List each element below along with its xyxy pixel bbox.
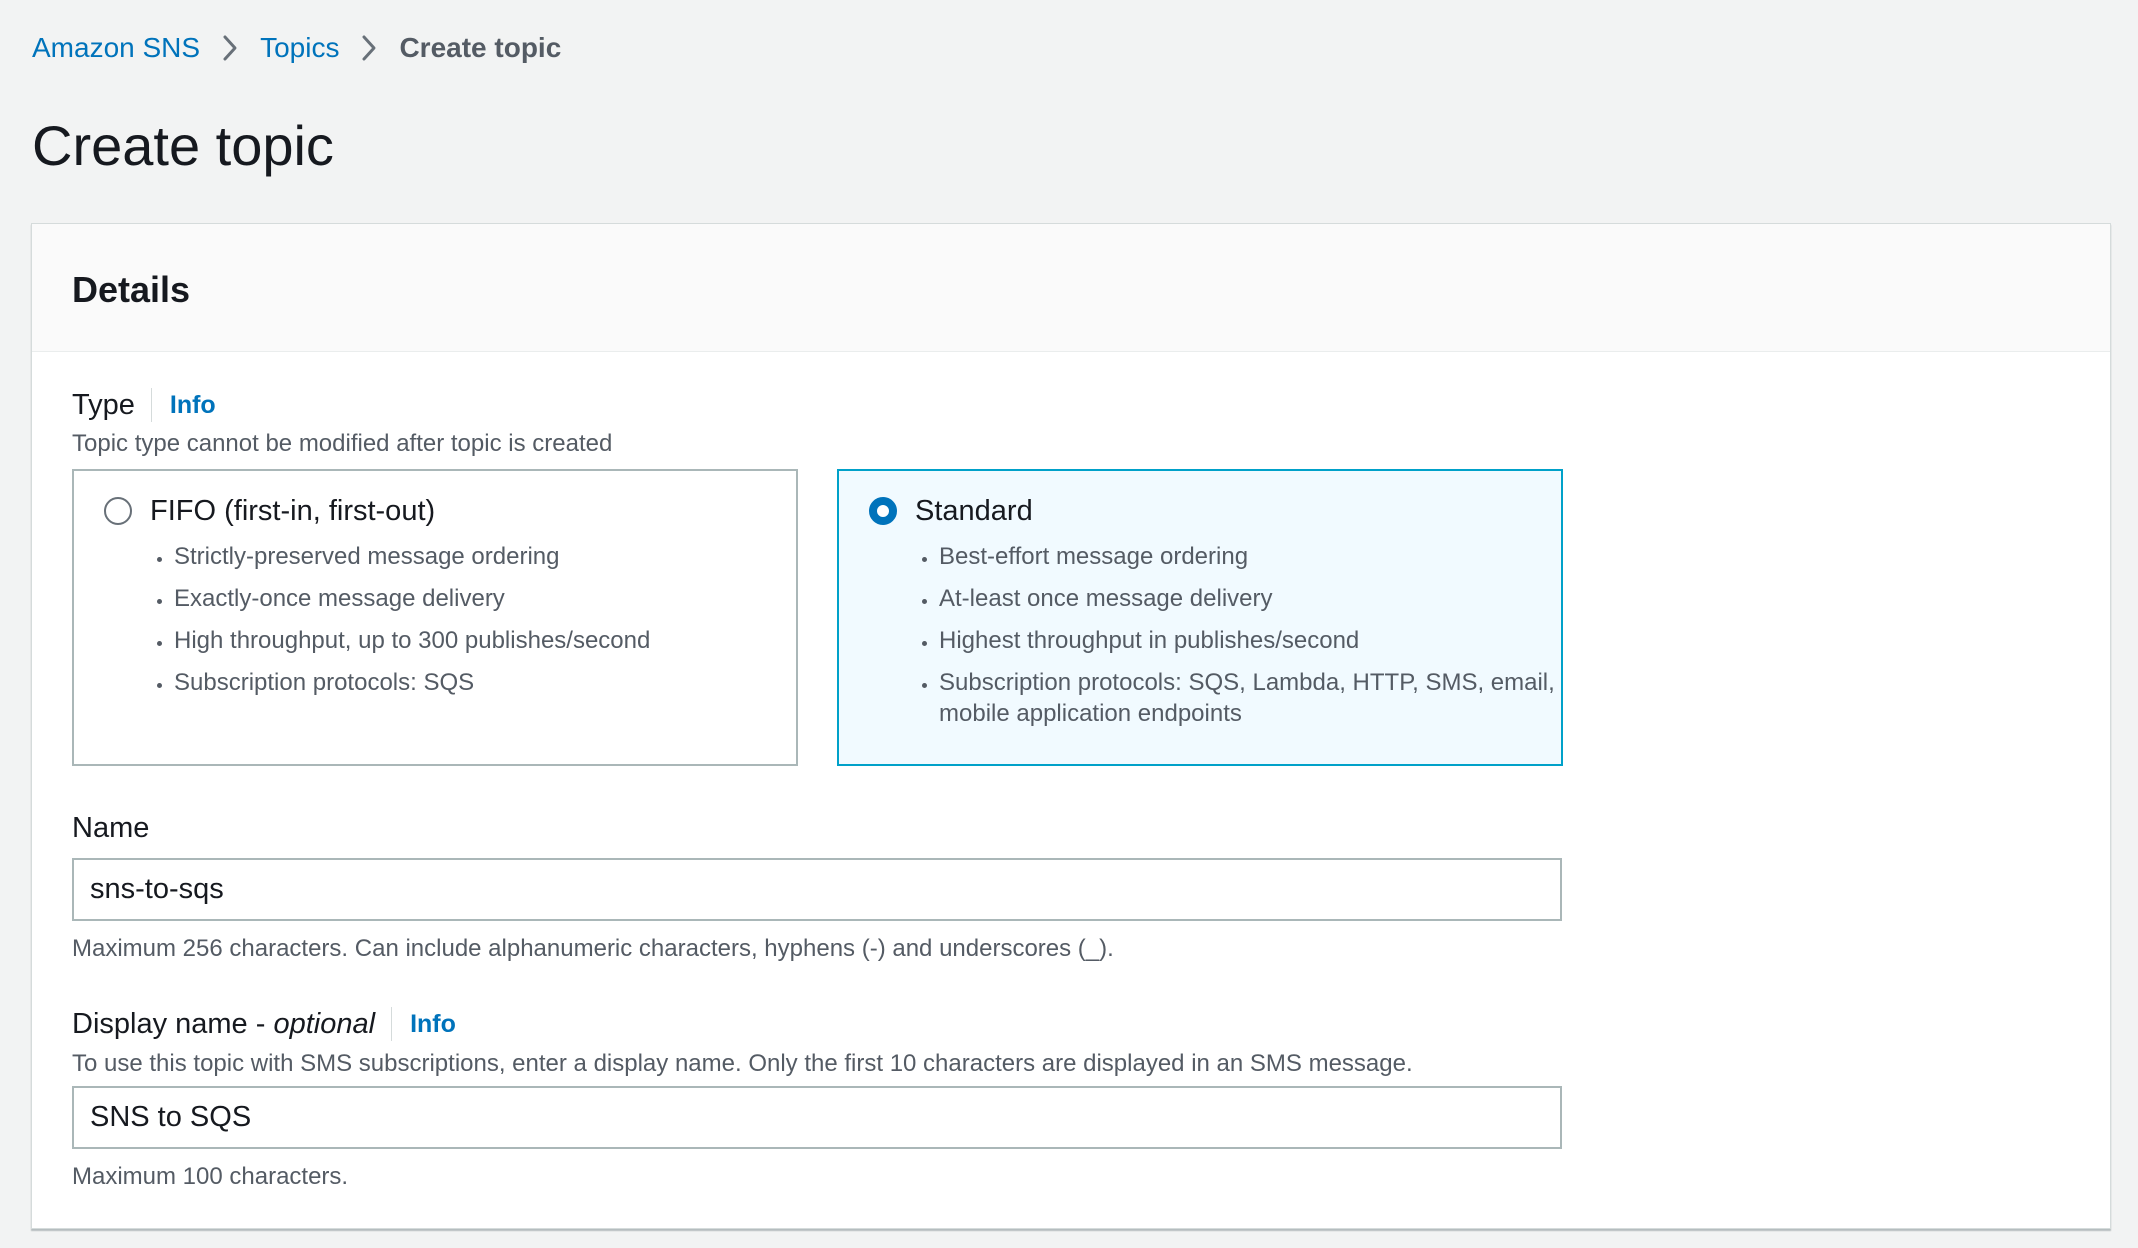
breadcrumb	[32, 28, 561, 68]
type-option-fifo[interactable]	[72, 469, 798, 766]
name-hint: Maximum 256 characters. Can include alphanumeric characters, hyphens (-) and underscores (_).	[72, 935, 1114, 962]
type-option-standard-header	[869, 491, 1033, 531]
name-input[interactable]	[72, 858, 1562, 921]
type-option-standard[interactable]	[837, 469, 1563, 766]
details-title: Details	[72, 269, 191, 310]
radio-standard[interactable]	[869, 497, 897, 525]
type-label: Type	[72, 389, 135, 421]
display-name-label	[72, 1004, 375, 1044]
list-item: • Strictly-preserved message ordering	[174, 541, 794, 572]
type-option-standard-title: Standard	[915, 495, 1033, 527]
details-panel	[31, 223, 2111, 1229]
breadcrumb-topics[interactable]: Topics	[260, 32, 340, 63]
optional-label: optional	[273, 1008, 376, 1040]
type-info-link[interactable]: Info	[169, 391, 216, 419]
list-item: • Exactly-once message delivery	[174, 583, 794, 614]
list-item: • Subscription protocols: SQS	[174, 667, 794, 698]
info-divider	[391, 1007, 392, 1041]
breadcrumb-amazon-sns[interactable]: Amazon SNS	[32, 32, 201, 63]
list-item: • At-least once message delivery	[939, 583, 1559, 614]
display-name-input[interactable]	[72, 1086, 1562, 1149]
display-name-label-row	[72, 1004, 456, 1044]
radio-fifo[interactable]	[104, 497, 132, 525]
display-name-info-link[interactable]: Info	[410, 1010, 456, 1038]
display-name-description: To use this topic with SMS subscriptions, enter a display name. Only the first 10 characters are displayed in an SMS message.	[72, 1050, 1413, 1077]
list-item: • High throughput, up to 300 publishes/second	[174, 625, 794, 656]
display-name-label-text: Display name -	[72, 1008, 274, 1040]
details-panel-header	[32, 224, 2110, 352]
page-title: Create topic	[32, 114, 334, 177]
type-label-row	[72, 385, 216, 425]
type-option-fifo-title: FIFO (first-in, first-out)	[150, 495, 436, 527]
list-item: • Highest throughput in publishes/second	[939, 625, 1559, 656]
fifo-features-list	[134, 541, 794, 709]
standard-features-list	[899, 541, 1559, 740]
chevron-right-icon	[361, 34, 377, 62]
chevron-right-icon	[222, 34, 238, 62]
breadcrumb-current: Create topic	[399, 32, 562, 63]
list-item: • Best-effort message ordering	[939, 541, 1559, 572]
info-divider	[151, 388, 152, 422]
type-description: Topic type cannot be modified after topic is created	[72, 430, 613, 457]
type-option-fifo-header	[104, 491, 435, 531]
name-label: Name	[72, 812, 150, 844]
display-name-hint: Maximum 100 characters.	[72, 1163, 349, 1190]
list-item: • Subscription protocols: SQS, Lambda, HTTP, SMS, email, mobile application endpoints	[939, 667, 1559, 729]
